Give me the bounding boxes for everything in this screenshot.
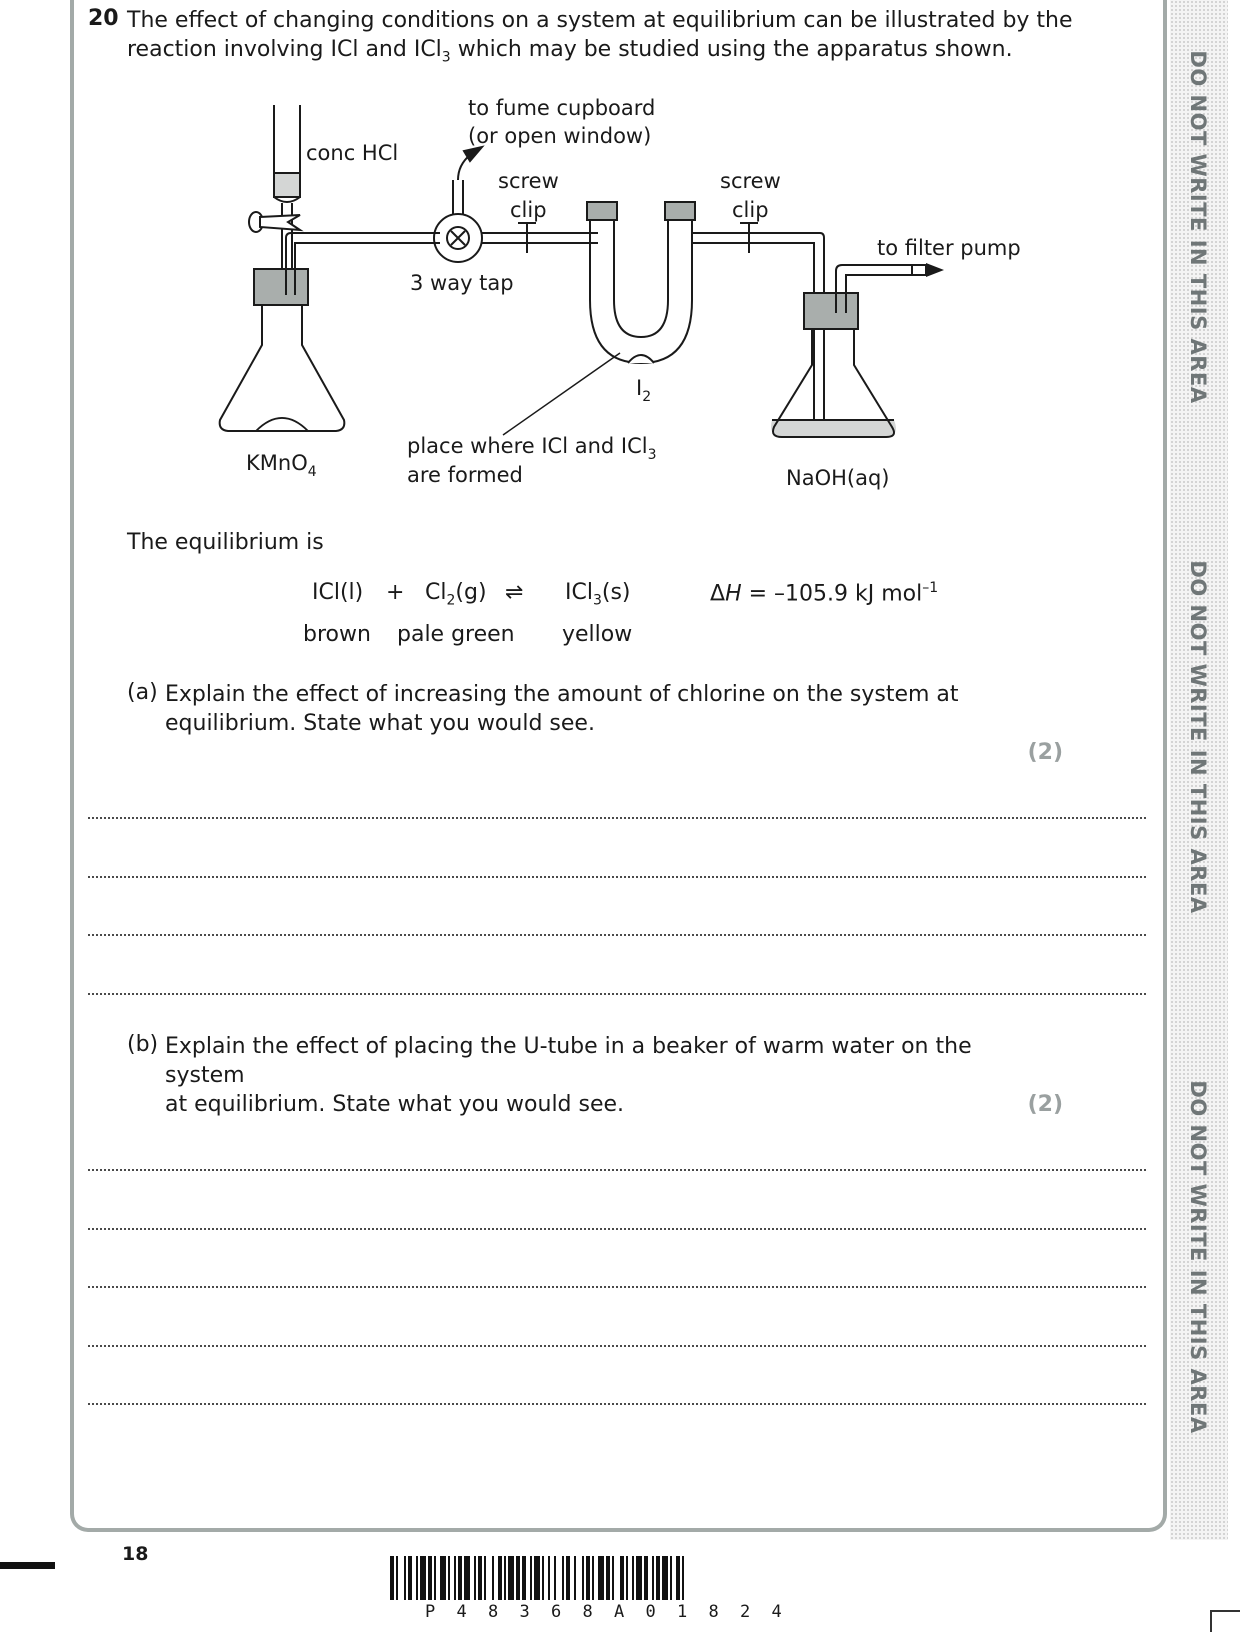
- barcode-bar: [682, 1556, 684, 1600]
- barcode-bar: [548, 1556, 550, 1600]
- barcode-bar: [612, 1556, 614, 1600]
- barcode-bar: [644, 1556, 648, 1600]
- eq-plus: +: [386, 580, 405, 605]
- barcode-bar: [542, 1556, 544, 1600]
- eq-product: ICl$_3$(s): [565, 580, 631, 609]
- answer-line[interactable]: [88, 1403, 1146, 1405]
- label-three-way-tap: 3 way tap: [410, 271, 514, 295]
- barcode-bar: [484, 1556, 486, 1600]
- barcode-char: A: [614, 1602, 625, 1622]
- barcode: [390, 1556, 860, 1600]
- barcode-bar: [448, 1556, 450, 1600]
- label-kmno4: KMnO$_4$: [246, 451, 317, 480]
- answer-line[interactable]: [88, 1169, 1146, 1171]
- barcode-bar: [662, 1556, 668, 1600]
- barcode-bar: [420, 1556, 426, 1600]
- part-b-label: (b): [127, 1032, 159, 1057]
- barcode-bar: [636, 1556, 642, 1600]
- page-number: 18: [122, 1543, 149, 1565]
- barcode-bar: [464, 1556, 470, 1600]
- barcode-bar: [632, 1556, 634, 1600]
- barcode-bar: [582, 1556, 584, 1600]
- label-place-1: place where ICl and ICl$_3$: [407, 434, 657, 463]
- barcode-char: 8: [582, 1602, 593, 1622]
- label-iodine: $I_2$: [636, 376, 652, 405]
- barcode-char: 8: [488, 1602, 499, 1622]
- barcode-bar: [492, 1556, 494, 1600]
- apparatus-diagram: [200, 85, 1080, 505]
- barcode-bar: [530, 1556, 532, 1600]
- barcode-bar: [416, 1556, 418, 1600]
- barcode-char: 4: [456, 1602, 467, 1622]
- barcode-bar: [586, 1556, 590, 1600]
- question-line-1: The effect of changing conditions on a system at equilibrium can be illustrated by the: [127, 8, 1073, 33]
- barcode-bar: [428, 1556, 432, 1600]
- eq-enthalpy: ΔH = –105.9 kJ mol$^{-1}$: [710, 580, 939, 607]
- part-a-text: Explain the effect of increasing the amount of chlorine on the system at equilibrium. State what you would see.: [165, 682, 959, 736]
- label-filter-pump: to filter pump: [877, 236, 1021, 260]
- barcode-bar: [396, 1556, 398, 1600]
- screw-clip-1: [518, 223, 536, 253]
- label-screw-1: screw: [498, 169, 559, 193]
- label-naoh: NaOH(aq): [786, 466, 890, 490]
- barcode-bar: [440, 1556, 446, 1600]
- part-b-marks: (2): [1027, 1092, 1063, 1117]
- label-fume-1: to fume cupboard: [468, 96, 656, 120]
- answer-line[interactable]: [88, 1228, 1146, 1230]
- question-text: [127, 6, 1087, 72]
- label-fume-2: (or open window): [468, 124, 652, 148]
- margin-warning: DO NOT WRITE IN THIS AREA: [1186, 1080, 1210, 1434]
- barcode-bar: [620, 1556, 624, 1600]
- equilibrium-intro: The equilibrium is: [127, 530, 324, 555]
- right-flask: [771, 265, 916, 437]
- barcode-char: 2: [740, 1602, 751, 1622]
- barcode-bar: [408, 1556, 412, 1600]
- margin-warning: DO NOT WRITE IN THIS AREA: [1186, 50, 1210, 404]
- barcode-char: 4: [771, 1602, 782, 1622]
- eq-reactant-1: ICl(l): [312, 580, 364, 605]
- barcode-char: 0: [645, 1602, 656, 1622]
- u-tube: [587, 202, 695, 363]
- barcode-char: 1: [677, 1602, 688, 1622]
- label-clip-2: clip: [732, 198, 769, 222]
- screw-clip-2: [740, 223, 758, 253]
- margin-warning: DO NOT WRITE IN THIS AREA: [1186, 560, 1210, 914]
- barcode-bar: [434, 1556, 436, 1600]
- eq-color-brown: brown: [303, 622, 371, 647]
- barcode-bar: [554, 1556, 556, 1600]
- label-screw-2: screw: [720, 169, 781, 193]
- barcode-bar: [592, 1556, 594, 1600]
- barcode-bar: [474, 1556, 476, 1600]
- barcode-bar: [534, 1556, 540, 1600]
- eq-reactant-2: $Cl_2(g)$: [425, 580, 487, 609]
- left-flask: [220, 269, 345, 431]
- label-clip-1: clip: [510, 198, 547, 222]
- barcode-bar: [598, 1556, 604, 1600]
- barcode-bar: [652, 1556, 654, 1600]
- barcode-bar: [508, 1556, 514, 1600]
- barcode-bar: [404, 1556, 406, 1600]
- barcode-bar: [516, 1556, 520, 1600]
- barcode-bar: [390, 1556, 394, 1600]
- barcode-bar: [606, 1556, 610, 1600]
- answer-line[interactable]: [88, 993, 1146, 995]
- barcode-bar: [562, 1556, 564, 1600]
- corner-mark: [1210, 1610, 1240, 1632]
- eq-color-yellow: yellow: [562, 622, 633, 647]
- answer-line[interactable]: [88, 817, 1146, 819]
- question-line-2: reaction involving ICl and ICl$_3$ which may be studied using the apparatus shown.: [127, 37, 1013, 66]
- three-way-tap: [434, 155, 482, 262]
- answer-line[interactable]: [88, 934, 1146, 936]
- answer-line[interactable]: [88, 876, 1146, 878]
- barcode-char: 8: [708, 1602, 719, 1622]
- barcode-char: P: [425, 1602, 436, 1622]
- barcode-bar: [676, 1556, 680, 1600]
- eq-arrow: ⇌: [505, 580, 524, 605]
- barcode-char: 3: [519, 1602, 530, 1622]
- barcode-bar: [454, 1556, 456, 1600]
- barcode-char: 6: [551, 1602, 562, 1622]
- answer-line[interactable]: [88, 1345, 1146, 1347]
- barcode-bar: [478, 1556, 482, 1600]
- barcode-bar: [626, 1556, 628, 1600]
- answer-line[interactable]: [88, 1286, 1146, 1288]
- barcode-bar: [504, 1556, 506, 1600]
- barcode-bar: [458, 1556, 462, 1600]
- label-conc-hcl: conc HCl: [306, 141, 399, 165]
- barcode-bar: [566, 1556, 570, 1600]
- barcode-bar: [656, 1556, 660, 1600]
- barcode-bar: [574, 1556, 576, 1600]
- question-number: 20: [88, 6, 119, 31]
- part-a-label: (a): [127, 680, 158, 705]
- barcode-bar: [670, 1556, 672, 1600]
- label-place-2: are formed: [407, 463, 523, 487]
- barcode-bar: [498, 1556, 502, 1600]
- eq-color-pale-green: pale green: [397, 622, 515, 647]
- part-b-text: Explain the effect of placing the U-tube in a beaker of warm water on the system at equilibrium. State what you would see.: [165, 1034, 972, 1117]
- part-a-marks: (2): [1027, 740, 1063, 765]
- registration-mark: [0, 1562, 55, 1569]
- barcode-bar: [522, 1556, 526, 1600]
